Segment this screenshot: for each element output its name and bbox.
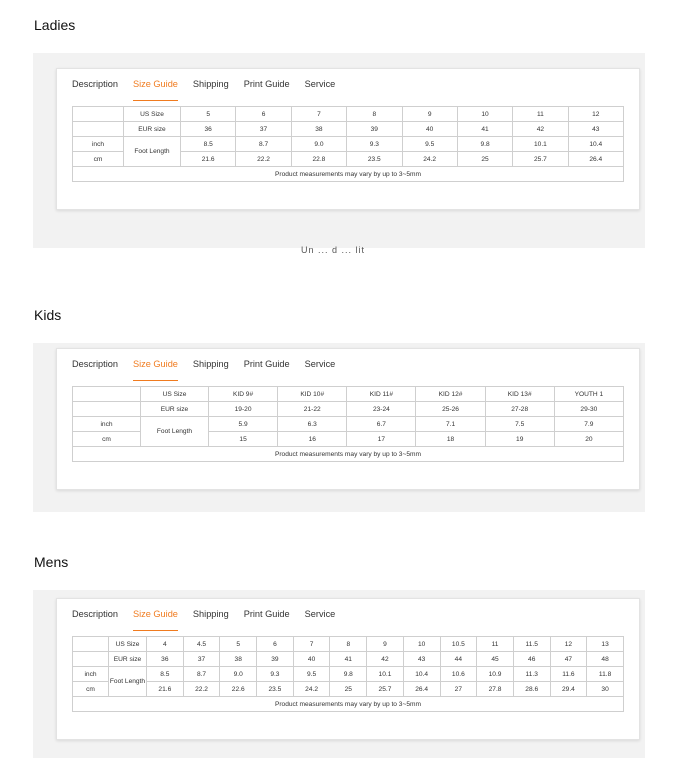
table-cell: 40 [293,652,330,667]
table-cell: 10.1 [513,137,568,152]
table-cell: 9.8 [457,137,512,152]
table-cell: 11.8 [587,667,624,682]
table-cell: 30 [587,682,624,697]
table-cell: 10.6 [440,667,477,682]
row-unit-label [73,122,124,137]
ladies-card [56,68,640,210]
foot-length-label: Foot Length [109,667,147,697]
table-cell: 9.3 [347,137,402,152]
kids-panel [33,343,645,512]
table-cell: 22.6 [220,682,257,697]
table-cell: 46 [513,652,550,667]
measurement-note: Product measurements may vary by up to 3~5mm [73,697,624,712]
tab-shipping[interactable]: Shipping [192,79,229,89]
table-cell: 25 [457,152,512,167]
table-cell: 25.7 [367,682,404,697]
table-cell: 5 [181,107,236,122]
table-row [73,137,624,152]
table-row [73,417,624,432]
row-label: EUR size [141,402,209,417]
row-unit-label: cm [73,152,124,167]
table-cell: 9.8 [330,667,367,682]
tab-print-guide[interactable]: Print Guide [243,609,290,619]
row-unit-label: inch [73,417,141,432]
row-unit-label: inch [73,667,109,682]
table-cell: 37 [236,122,291,137]
table-cell: 10 [403,637,440,652]
table-row [73,167,624,182]
table-row [73,697,624,712]
row-unit-label [73,107,124,122]
row-unit-label [73,637,109,652]
clipped-text: Un ... d ... lit [301,245,366,255]
tab-print-guide[interactable]: Print Guide [243,79,290,89]
table-cell: 8 [347,107,402,122]
tab-description[interactable]: Description [72,359,118,369]
table-cell: 42 [513,122,568,137]
row-label: EUR size [109,652,147,667]
table-row [73,682,624,697]
table-cell: 22.2 [236,152,291,167]
table-cell: 7.1 [416,417,485,432]
table-cell: 10.4 [568,137,623,152]
table-cell: KID 13# [485,387,554,402]
table-cell: 43 [403,652,440,667]
row-label: US Size [109,637,147,652]
table-cell: 8.5 [147,667,184,682]
row-unit-label [73,402,141,417]
table-cell: 7.9 [554,417,623,432]
mens-card [56,598,640,740]
tab-bar [72,359,350,381]
table-cell: 11.5 [513,637,550,652]
table-cell: 28.6 [513,682,550,697]
table-cell: 11.6 [550,667,587,682]
table-cell: 6.3 [278,417,347,432]
table-cell: 26.4 [568,152,623,167]
table-cell: 45 [477,652,514,667]
table-cell: 6.7 [347,417,416,432]
tab-service[interactable]: Service [304,79,336,89]
table-cell: KID 9# [209,387,278,402]
tab-shipping[interactable]: Shipping [192,359,229,369]
table-cell: 12 [568,107,623,122]
table-cell: 36 [147,652,184,667]
table-cell: 44 [440,652,477,667]
table-cell: 27 [440,682,477,697]
row-label: US Size [141,387,209,402]
table-cell: 22.2 [183,682,220,697]
table-cell: 16 [278,432,347,447]
table-row [73,402,624,417]
ladies-heading: Ladies [34,17,76,33]
tab-size-guide[interactable]: Size Guide [133,359,178,381]
table-cell: 26.4 [403,682,440,697]
table-cell: 25.7 [513,152,568,167]
tab-size-guide[interactable]: Size Guide [133,79,178,101]
row-unit-label [73,387,141,402]
table-cell: 8.7 [236,137,291,152]
table-cell: 9.3 [257,667,294,682]
measurement-note: Product measurements may vary by up to 3~5mm [73,447,624,462]
table-cell: 38 [291,122,346,137]
kids-heading: Kids [34,307,62,323]
table-row [73,652,624,667]
table-cell: 10.9 [477,667,514,682]
table-row [73,637,624,652]
table-cell: 9.0 [220,667,257,682]
tab-print-guide[interactable]: Print Guide [243,359,290,369]
table-cell: 17 [347,432,416,447]
table-cell: 12 [550,637,587,652]
table-cell: KID 10# [278,387,347,402]
table-cell: KID 12# [416,387,485,402]
kids-card [56,348,640,490]
row-label: US Size [124,107,181,122]
table-cell: 21-22 [278,402,347,417]
tab-bar [72,79,350,101]
foot-length-label: Foot Length [141,417,209,447]
table-cell: 22.8 [291,152,346,167]
table-cell: 7.5 [485,417,554,432]
table-cell: 15 [209,432,278,447]
table-cell: 38 [220,652,257,667]
mens-panel [33,590,645,758]
tab-shipping[interactable]: Shipping [192,609,229,619]
table-cell: 23.5 [257,682,294,697]
table-cell: 6 [257,637,294,652]
table-cell: 10 [457,107,512,122]
table-cell: 36 [181,122,236,137]
mens-heading: Mens [34,554,69,570]
table-row [73,667,624,682]
table-cell: 5 [220,637,257,652]
table-cell: 39 [347,122,402,137]
table-cell: 8.7 [183,667,220,682]
table-cell: 21.6 [181,152,236,167]
table-cell: 37 [183,652,220,667]
table-cell: KID 11# [347,387,416,402]
table-cell: 11 [477,637,514,652]
table-cell: 8 [330,637,367,652]
ladies-size-table [72,106,624,182]
table-row [73,387,624,402]
table-cell: 25-26 [416,402,485,417]
ladies-panel [33,53,645,255]
table-row [73,447,624,462]
table-cell: 4.5 [183,637,220,652]
table-cell: 9 [402,107,457,122]
table-cell: 10.1 [367,667,404,682]
table-cell: 42 [367,652,404,667]
tab-bar [72,609,350,631]
tab-service[interactable]: Service [304,359,336,369]
row-unit-label: cm [73,682,109,697]
table-cell: 20 [554,432,623,447]
table-cell: 27-28 [485,402,554,417]
table-cell: 24.2 [402,152,457,167]
measurement-note: Product measurements may vary by up to 3~5mm [73,167,624,182]
mens-size-table [72,636,624,712]
table-cell: 11.3 [513,667,550,682]
row-unit-label: inch [73,137,124,152]
table-cell: 43 [568,122,623,137]
table-cell: 25 [330,682,367,697]
table-cell: 18 [416,432,485,447]
table-cell: 41 [457,122,512,137]
tab-description[interactable]: Description [72,79,118,89]
table-cell: 29.4 [550,682,587,697]
table-cell: 29-30 [554,402,623,417]
table-cell: 19-20 [209,402,278,417]
table-cell: 23.5 [347,152,402,167]
table-cell: 41 [330,652,367,667]
table-cell: 11 [513,107,568,122]
table-cell: 9 [367,637,404,652]
tab-service[interactable]: Service [304,609,336,619]
table-cell: 47 [550,652,587,667]
row-unit-label: cm [73,432,141,447]
table-cell: 10.5 [440,637,477,652]
table-cell: 21.6 [147,682,184,697]
row-label: EUR size [124,122,181,137]
table-cell: 4 [147,637,184,652]
table-cell: 27.8 [477,682,514,697]
row-unit-label [73,652,109,667]
table-cell: 19 [485,432,554,447]
kids-size-table [72,386,624,462]
table-cell: YOUTH 1 [554,387,623,402]
table-cell: 6 [236,107,291,122]
table-cell: 7 [291,107,346,122]
foot-length-label: Foot Length [124,137,181,167]
table-cell: 8.5 [181,137,236,152]
table-cell: 9.5 [293,667,330,682]
table-cell: 9.5 [402,137,457,152]
table-cell: 23-24 [347,402,416,417]
table-cell: 5.9 [209,417,278,432]
table-cell: 24.2 [293,682,330,697]
table-cell: 48 [587,652,624,667]
tab-description[interactable]: Description [72,609,118,619]
table-row [73,107,624,122]
tab-size-guide[interactable]: Size Guide [133,609,178,631]
table-row [73,122,624,137]
table-cell: 7 [293,637,330,652]
table-cell: 10.4 [403,667,440,682]
table-cell: 13 [587,637,624,652]
table-cell: 40 [402,122,457,137]
table-cell: 39 [257,652,294,667]
table-cell: 9.0 [291,137,346,152]
